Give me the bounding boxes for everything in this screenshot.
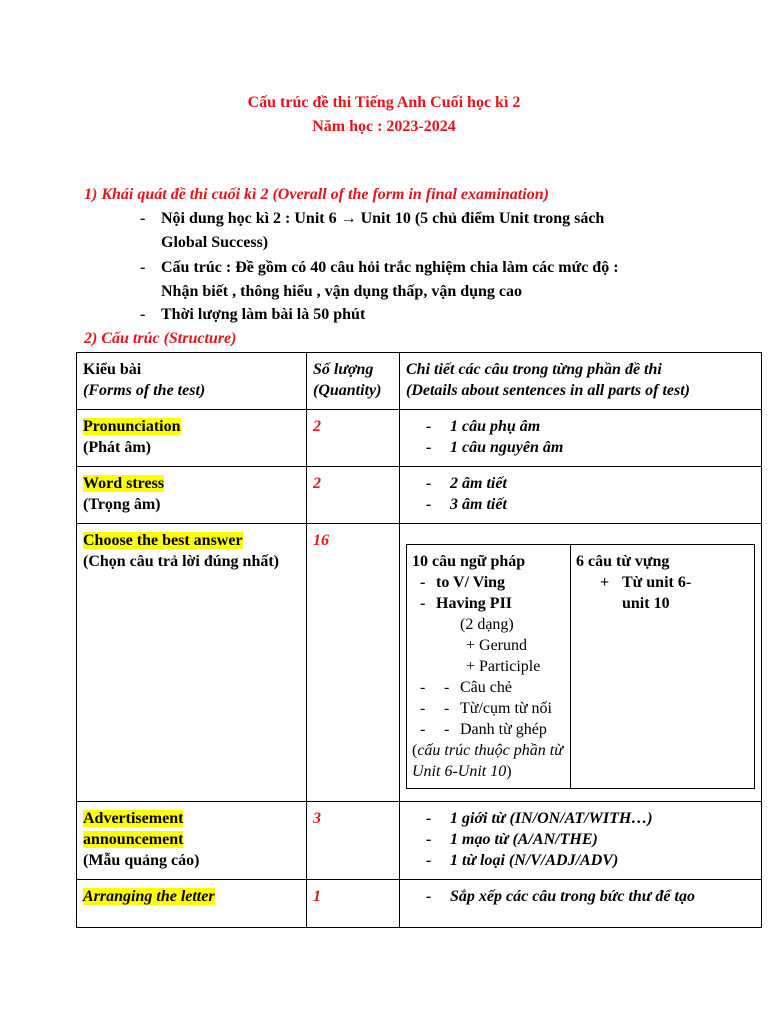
header-type-vi: Kiểu bài xyxy=(83,361,142,378)
vocab-cell xyxy=(571,545,755,789)
row-advert-sub: (Mẫu quảng cáo) xyxy=(83,852,200,869)
school-year: Năm học : 2023-2024 xyxy=(312,118,456,135)
section-1-item-1-line-2: Global Success) xyxy=(161,234,269,251)
section-1-item-2-line-1: Cấu trúc : Đề gồm có 40 câu hỏi trắc nghiệm chia làm các mức độ : xyxy=(161,259,619,276)
grammar-plus-gerund: + Gerund xyxy=(466,637,528,654)
document-title: Cấu trúc đề thi Tiếng Anh Cuối học kì 2 xyxy=(247,94,521,111)
table-row xyxy=(77,880,762,928)
table-row xyxy=(77,410,762,467)
section-2-heading: 2) Cấu trúc (Structure) xyxy=(84,330,237,347)
row-choose-sub: (Chọn câu trả lời đúng nhất) xyxy=(83,553,280,570)
bullet-dash: - xyxy=(140,210,146,227)
table-header-row xyxy=(77,353,762,410)
vocab-title: 6 câu từ vựng xyxy=(576,553,670,570)
row-advert-name-2: announcement xyxy=(83,831,184,848)
row-pronunciation-sub: (Phát âm) xyxy=(83,439,151,456)
list-item: - to V/ Ving xyxy=(412,572,565,593)
list-item: - 1 mạo từ (A/AN/THE) xyxy=(426,829,755,850)
header-type-en: (Forms of the test) xyxy=(83,382,206,399)
list-item: - - Từ/cụm từ nối xyxy=(412,698,565,719)
grammar-plus-participle: + Participle xyxy=(466,658,541,675)
list-item: - - Câu chẻ xyxy=(412,677,565,698)
header-qty-en: (Quantity) xyxy=(313,382,382,399)
grammar-title: 10 câu ngữ pháp xyxy=(412,553,526,570)
table-row xyxy=(77,524,762,802)
vocab-item: + Từ unit 6- unit 10 xyxy=(600,574,692,612)
list-item: - 1 câu nguyên âm xyxy=(426,437,755,458)
header-detail-en: (Details about sentences in all parts of test) xyxy=(406,382,690,399)
row-word-stress-sub: (Trọng âm) xyxy=(83,496,161,513)
row-pronunciation-qty: 2 xyxy=(313,418,321,435)
list-item: - 3 âm tiết xyxy=(426,494,755,515)
row-choose-name: Choose the best answer xyxy=(83,532,243,549)
list-item: - 1 từ loại (N/V/ADJ/ADV) xyxy=(426,850,755,871)
list-item: - 1 giới từ (IN/ON/AT/WITH…) xyxy=(426,808,755,829)
list-item: - Sắp xếp các câu trong bức thư để tạo xyxy=(426,886,755,907)
header-qty-vi: Số lượng xyxy=(313,361,374,378)
grammar-cell xyxy=(407,545,571,789)
header-type-cell xyxy=(77,353,307,410)
table-row xyxy=(77,802,762,880)
choose-detail-table xyxy=(406,544,755,789)
row-advert-qty: 3 xyxy=(313,810,321,827)
header-detail-vi: Chi tiết các câu trong từng phần đề thi xyxy=(406,361,662,378)
row-pronunciation-name: Pronunciation xyxy=(83,418,181,435)
grammar-item2-note: (2 dạng) xyxy=(460,616,514,633)
list-item: - - Danh từ ghép xyxy=(412,719,565,740)
row-advert-name-1: Advertisement xyxy=(83,810,184,827)
row-word-stress-name: Word stress xyxy=(83,475,165,492)
list-item: - 1 câu phụ âm xyxy=(426,416,755,437)
bullet-dash: - xyxy=(140,306,146,323)
row-choose-qty: 16 xyxy=(313,532,329,549)
row-arranging-qty: 1 xyxy=(313,888,321,905)
section-1-heading: 1) Khái quát đề thi cuối kì 2 (Overall of the form in final examination) xyxy=(84,186,549,203)
section-1-item-1-line-1: Nội dung học kì 2 : Unit 6 → Unit 10 (5 chủ điểm Unit trong sách xyxy=(161,210,605,227)
row-arranging-name: Arranging the letter xyxy=(83,888,215,905)
table-row xyxy=(77,467,762,524)
bullet-dash: - xyxy=(140,259,146,276)
list-item: - 2 âm tiết xyxy=(426,473,755,494)
section-1-item-3-line-1: Thời lượng làm bài là 50 phút xyxy=(161,306,366,323)
structure-table xyxy=(76,352,762,928)
grammar-note: (cấu trúc thuộc phần từ Unit 6-Unit 10) xyxy=(412,742,563,780)
section-1-item-2-line-2: Nhận biết , thông hiểu , vận dụng thấp, vận dụng cao xyxy=(161,283,523,300)
row-word-stress-qty: 2 xyxy=(313,475,321,492)
header-qty-cell xyxy=(307,353,400,410)
list-item: - Having PII xyxy=(412,593,565,614)
header-detail-cell xyxy=(400,353,762,410)
